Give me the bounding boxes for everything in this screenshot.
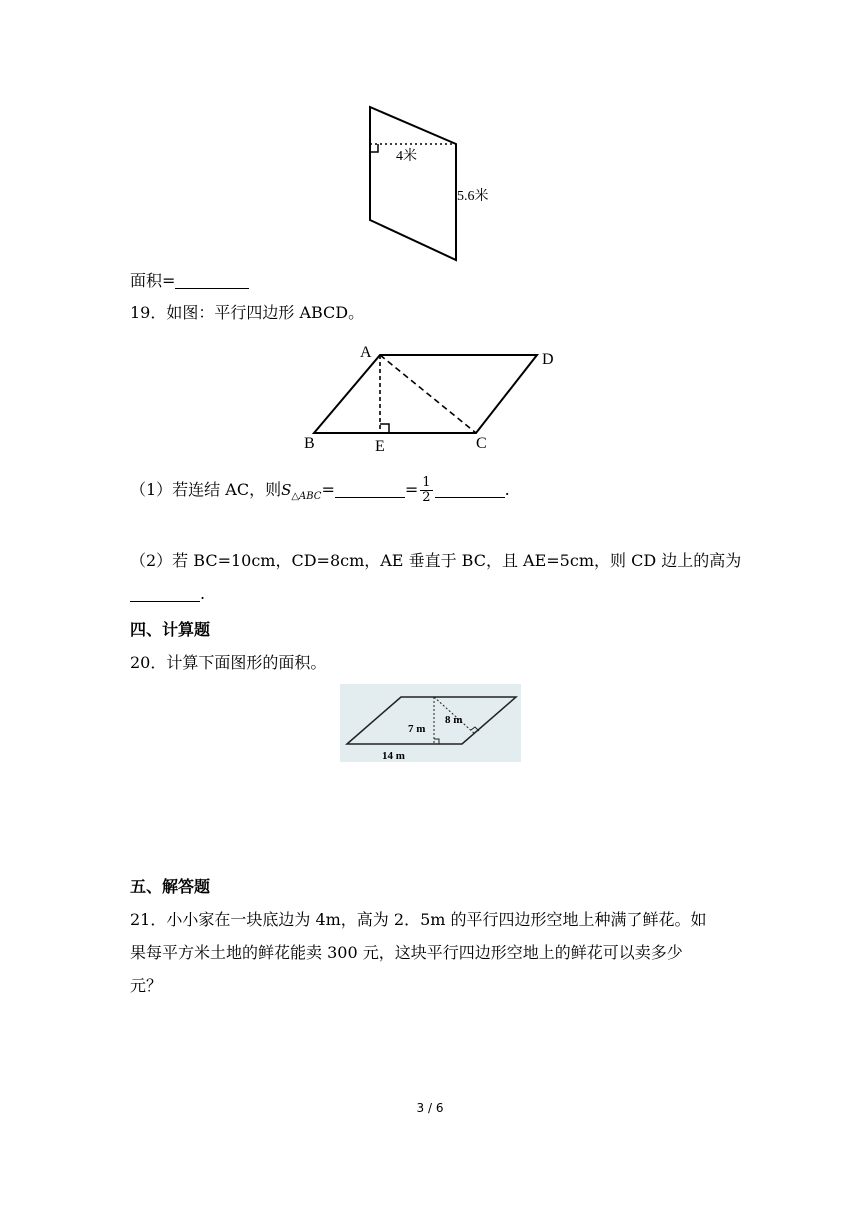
width-label: 4米	[396, 149, 417, 164]
question-19-part-2: （2）若 BC=10cm，CD=8cm，AE 垂直于 BC，且 AE=5cm，则 CD 边上的高为	[130, 551, 742, 570]
question-21-line-1: 21．小小家在一块底边为 4m，高为 2．5m 的平行四边形空地上种满了鲜花。如	[130, 910, 707, 929]
area-answer-line	[130, 271, 249, 291]
part-1-prefix: （1）若连结 AC，则	[130, 480, 282, 499]
area-symbol: S	[281, 481, 292, 499]
question-19-part-1	[130, 476, 510, 507]
part-1-end: .	[504, 480, 510, 499]
figure-20-height-label: 7 m	[408, 723, 426, 735]
figure-18-parallelogram	[360, 100, 510, 265]
parallelogram-outline	[370, 107, 456, 260]
equals-sign-1: =	[321, 480, 335, 499]
equals-sign-2: =	[404, 480, 419, 499]
area-blank[interactable]	[175, 272, 249, 289]
fraction-numerator: 1	[422, 475, 431, 490]
page-number: 3 / 6	[416, 1101, 444, 1115]
section-5-heading: 五、解答题	[130, 877, 211, 896]
area-symbol-subscript: △ABC	[291, 491, 322, 502]
point-e-label: E	[375, 438, 385, 455]
question-21-line-3: 元？	[130, 976, 163, 995]
figure-20-background	[340, 684, 521, 762]
one-half-fraction	[420, 476, 432, 505]
part-2-end: .	[200, 584, 206, 603]
right-angle-mark-e	[380, 424, 389, 433]
question-21-line-2: 果每平方米土地的鲜花能卖 300 元，这块平行四边形空地上的鲜花可以卖多少	[130, 943, 683, 962]
question-19-title: 19．如图：平行四边形 ABCD。	[130, 303, 365, 322]
part-1-blank-1[interactable]	[335, 481, 405, 498]
section-4-heading: 四、计算题	[130, 620, 211, 639]
question-19-part-2-answer-line	[130, 584, 205, 604]
question-20-title: 20．计算下面图形的面积。	[130, 653, 327, 672]
parallelogram-abcd-outline	[314, 355, 537, 433]
figure-19-parallelogram-abcd	[300, 340, 570, 455]
vertex-b-label: B	[304, 435, 315, 452]
figure-20-parallelogram	[340, 684, 521, 762]
area-label: 面积=	[130, 271, 176, 290]
right-angle-mark	[370, 144, 378, 152]
vertex-c-label: C	[476, 435, 487, 452]
diagonal-ac-line	[380, 355, 476, 433]
height-label: 5.6米	[457, 189, 489, 204]
part-2-blank[interactable]	[130, 585, 200, 602]
vertex-a-label: A	[360, 344, 372, 361]
vertex-d-label: D	[542, 351, 554, 368]
figure-20-base-label: 14 m	[382, 750, 405, 762]
fraction-denominator: 2	[422, 490, 431, 505]
part-1-blank-2[interactable]	[435, 481, 505, 498]
figure-20-slant-label: 8 m	[445, 714, 463, 726]
